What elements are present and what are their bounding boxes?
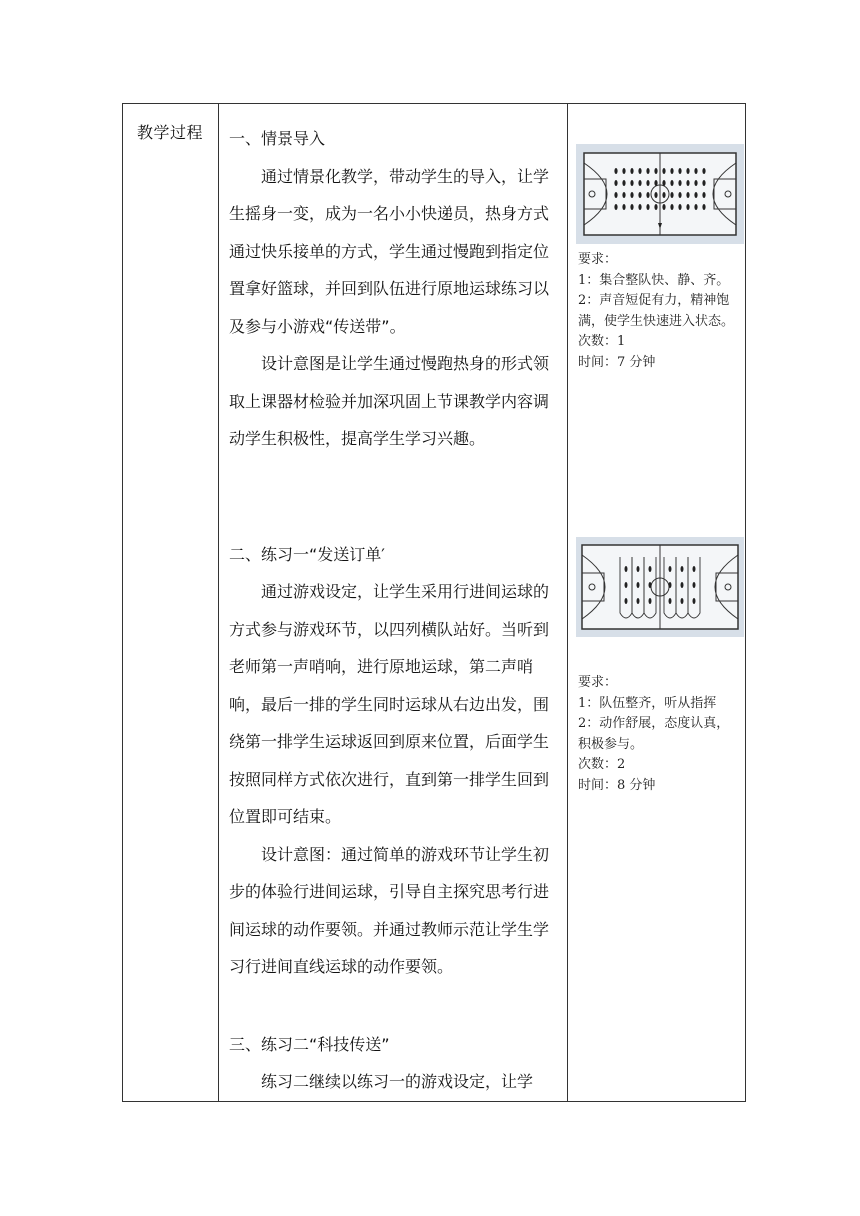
- table-row: [123, 104, 746, 1102]
- paragraph: 设计意图是让学生通过慢跑热身的形式领取上课器材检验并加深巩固上节课教学内容调动学生积极性，提高学生学习兴趣。: [229, 354, 550, 448]
- paragraph: 通过游戏设定，让学生采用行进间运球的方式参与游戏环节，以四列横队站好。当听到老师第一声哨响，进行原地运球，第二声哨响，最后一排的学生同时运球从右边出发，围绕第一排学生运球返回到原来位置，后面学生按照同样方式依次进行，直到第一排学生回到位置即可结束。: [229, 582, 550, 826]
- court-diagram-1: [576, 144, 744, 244]
- content-cell: [219, 104, 568, 1102]
- paragraph: 通过情景化教学，带动学生的导入，让学生摇身一变，成为一名小小快递员，热身方式通过快乐接单的方式，学生通过慢跑到指定位置拿好篮球，并回到队伍进行原地运球练习以及参与小游戏“传送带”。: [229, 166, 550, 336]
- req-item: 2：声音短促有力，精神饱满，使学生快速进入状态。: [578, 293, 735, 329]
- req-time: 时间：8 分钟: [578, 777, 656, 793]
- side-notes-cell: [568, 104, 746, 1102]
- content-body: [219, 104, 567, 1101]
- section-title-2: 二、练习一“发送订单′: [229, 544, 385, 564]
- section-title-3: 三、练习二“科技传送”: [229, 1034, 390, 1054]
- req-time: 时间：7 分钟: [578, 354, 656, 370]
- spacer: [229, 458, 561, 536]
- req-count: 次数：1: [578, 334, 626, 349]
- req-item: 1：队伍整齐，听从指挥: [578, 695, 717, 711]
- spacer: [229, 986, 561, 1026]
- basketball-court-icon: [580, 543, 740, 631]
- row-label-cell: [123, 104, 219, 1102]
- req-item: 2：动作舒展，态度认真，积极参与。: [578, 716, 730, 752]
- req-item: 1：集合整队快、静、齐。: [578, 272, 730, 288]
- row-label: 教学过程: [137, 123, 204, 142]
- lesson-plan-table: [122, 103, 746, 1102]
- paragraph: 练习二继续以练习一的游戏设定，让学: [261, 1072, 534, 1091]
- req-count: 次数：2: [578, 757, 626, 772]
- paragraph: 设计意图：通过简单的游戏环节让学生初步的体验行进间运球，引导自主探究思考行进间运球的动作要领。并通过教师示范让学生学习行进间直线运球的动作要领。: [229, 844, 550, 976]
- requirements-2: [568, 673, 745, 796]
- requirements-1: [568, 250, 745, 373]
- section-title-1: 一、情景导入: [229, 129, 326, 148]
- basketball-court-icon: [582, 151, 738, 237]
- req-title: 要求：: [578, 675, 618, 690]
- req-title: 要求：: [578, 252, 618, 267]
- court-diagram-2: [576, 537, 744, 637]
